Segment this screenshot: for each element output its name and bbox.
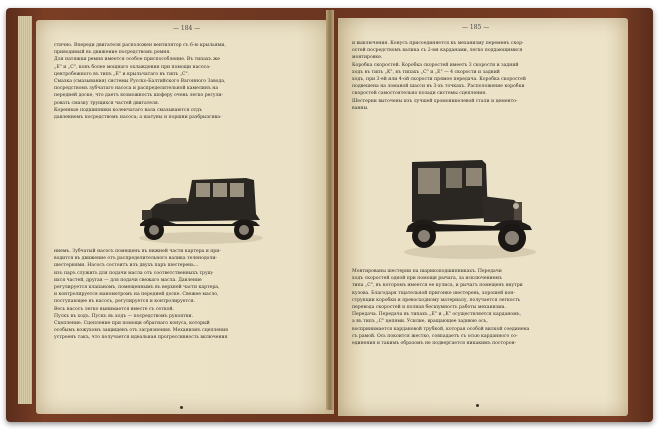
- text-line: типа „C", въ которомъ имеется ее кулиса, и рычагъ помещенъ внутри: [352, 283, 523, 289]
- text-line: Пускъ въ ходъ. Пускъ въ ходъ — посредствомъ рукоятки.: [54, 313, 194, 319]
- text-line: ровать смазку трущихся частей двигателя.: [54, 100, 160, 106]
- text-line: ходъ въ типъ „K", въ типахъ „C" и „E" — 4 скорости и задний: [352, 69, 500, 75]
- text-line: изъ паръ служить для подачи масла отъ соответственныхъ трущ-: [54, 270, 214, 276]
- text-line: передней доске, что даетъ возможность шоферу очень легко регули-: [54, 93, 224, 99]
- text-line: перевода скоростей и полная бесшумность работы механизма.: [352, 305, 506, 310]
- text-line: и контролируется манометромъ на передней доске. Свежее масло,: [54, 292, 219, 298]
- text-line: шестернями. Насосъ состоитъ изъ двухъ паръ шестерень...: [54, 263, 199, 269]
- text-line: устроенъ такъ, что получается идеальная прогрессивность включения: [54, 335, 228, 341]
- text-line: особымъ кожухомъ защищенъ отъ загрязнения. Механизмъ сцепления: [54, 328, 229, 334]
- right-page: [338, 18, 628, 416]
- page-edges: [18, 16, 32, 404]
- text-line: ванны.: [352, 105, 369, 111]
- text-line: а въ типъ „C" цепями. Усилие, вращающее заднюю ось,: [352, 319, 488, 325]
- left-page-mark: [180, 406, 183, 409]
- text-line: единения и такимъ образомъ не подвергается никакимъ посторон-: [352, 341, 517, 346]
- text-line: Передача. Передача въ типахъ „E" и „K" осуществляется карданомъ,: [352, 312, 522, 318]
- book-gutter: [326, 10, 334, 410]
- text-line: Коробка скоростей. Коробка скоростей имеетъ 3 скорости и задний: [352, 62, 519, 68]
- text-line: Шестерни выточены изъ лучшей хромоникелевой стали и цементо-: [352, 98, 518, 104]
- text-line: монтировке.: [352, 55, 383, 61]
- limousine-car-illustration: [136, 158, 266, 248]
- left-page: [36, 20, 334, 414]
- text-line: поступающее въ насосъ, регулируется и контролируется.: [54, 299, 196, 305]
- text-line: и выключения. Конусъ присоединяется къ механизму переменъ скор-: [352, 41, 524, 46]
- text-line: Коренные подшипники коленчатаго вала смазываются отдъ: [54, 107, 202, 113]
- text-line: Смазка (смазывания) системы Русско-Балтийского Вагонного Завода,: [54, 79, 226, 84]
- right-page-mark: [476, 404, 479, 407]
- text-line: скоростей самостоятельно позади системы сцепления.: [352, 91, 487, 97]
- left-page-number: — 184 —: [173, 25, 201, 32]
- text-line: ходъ, при 3-ей или 4-ой скорости прямое передача. Коробка скоростей: [352, 77, 526, 82]
- text-line: ниемъ. Зубчатый насосъ помещенъ въ нижней части картера и при-: [54, 249, 221, 254]
- text-line: Монтированы шестерни на шарикоподшипникахъ. Передачи: [352, 269, 502, 274]
- text-line: съ рамой. Ось покоится жестко, совпадаетъ съ осью карданного со-: [352, 333, 518, 339]
- text-line: воспринимается кардановой трубкой, которая особой вилкой соединена: [352, 326, 530, 332]
- text-line: приводимый въ движение посредствомъ ремня.: [54, 50, 171, 56]
- text-line: центробежного въ типъ „E" и крыльчатаго въ типъ „C".: [54, 71, 190, 77]
- text-line: „E" и „C", ковъ более мощнаго охлаждения при помощи насоса-: [54, 64, 211, 70]
- text-line: струкции коробки и превосходному материалу, получается легкость: [352, 297, 521, 303]
- text-line: давлениемъ посредствомъ насоса; а шатуны и поршни разбрызгива-: [54, 115, 222, 120]
- text-line: Для натяжки ремня имеется особое приспособление. Въ типахъ же: [54, 57, 220, 63]
- right-page-number: — 185 —: [462, 24, 490, 31]
- text-line: водится въ движение отъ распределительного валика теленодоли-: [54, 256, 217, 262]
- text-line: посредствомъ зубчатаго насоса и распределительной камелинъ на: [54, 86, 219, 92]
- text-line: стично. Впереди двигателя расположен вентилятор съ 6-ю крыльями,: [54, 43, 226, 48]
- text-line: кузова. Благодаря тщательной пригонке шестерень, хорошей кон-: [352, 290, 515, 296]
- text-line: регулируется клапаномъ, помещеннымъ въ верхней части картера,: [54, 285, 220, 290]
- text-line: остей посредствомъ валика съ 2-мя карданами, легко поддающимися: [352, 48, 523, 54]
- text-line: Весь насосъ легко вынимается вместе съ сеткой.: [54, 306, 174, 312]
- text-line: подвешена на ломаной шасси въ 3-хъ точкахъ. Расположение коробки: [352, 84, 525, 90]
- text-line: Сцепление. Сцепление при помощи обратнаго конуса, который: [54, 321, 210, 326]
- text-line: ихся частей, другая — для подачи свежаго масла. Давление: [54, 277, 202, 283]
- landaulet-car-illustration: [398, 156, 538, 264]
- text-line: ходъ скоростей одной при помощи рычага, за исключениемъ: [352, 276, 502, 282]
